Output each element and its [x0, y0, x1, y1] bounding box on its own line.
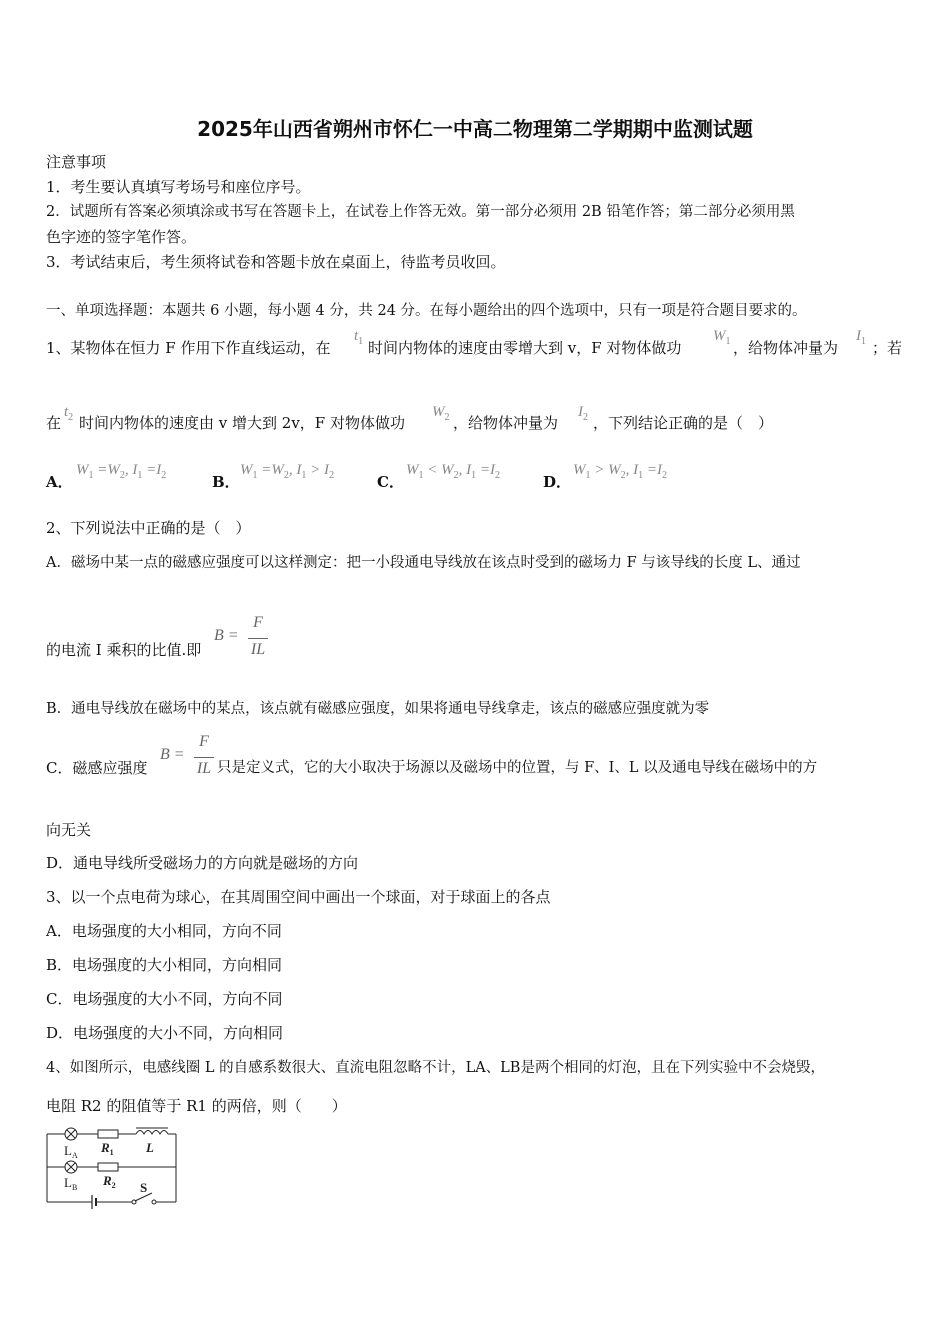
q1-line2-part3: ，给物体冲量为 [453, 414, 559, 432]
q2-stem: 2、下列说法中正确的是（ ） [46, 519, 251, 537]
q1-t1: $t_1$ [354, 328, 364, 347]
label-s: S [140, 1180, 148, 1195]
q2-formula-c: B = F IL [160, 733, 216, 781]
q1-option-b-label: B． [212, 473, 240, 491]
q1-option-a-label: A． [46, 473, 73, 491]
resistor-r2-icon [98, 1163, 118, 1171]
circuit-diagram [40, 1122, 185, 1212]
notice-item-1: 1．考生要认真填写考场号和座位序号。 [46, 178, 311, 196]
label-r1: $R_1$ [101, 1140, 114, 1157]
q3-stem: 3、以一个点电荷为球心，在其周围空间中画出一个球面，对于球面上的各点 [46, 888, 551, 906]
inductor-icon [136, 1131, 168, 1135]
page-title: 2025年山西省朔州市怀仁一中高二物理第二学期期中监测试题 [197, 117, 753, 141]
q4-stem-line2: 电阻 R2 的阻值等于 R1 的两倍，则（ ） [46, 1097, 347, 1115]
q3-option-c: C．电场强度的大小不同，方向不同 [46, 990, 283, 1008]
q2-option-d: D．通电导线所受磁场力的方向就是磁场的方向 [46, 854, 359, 872]
q1-option-c-formula: $W_1 < W_2$, $I_1 =I_2$ [406, 462, 500, 481]
q2-option-a-line2: 的电流 I 乘积的比值.即 [46, 641, 202, 659]
notice-item-2: 2．试题所有答案必须填涂或书写在答题卡上，在试卷上作答无效。第一部分必须用 2B 铅笔作答；第二部分必须用黑 [46, 204, 795, 220]
q2-option-a-line1: A．磁场中某一点的磁感应强度可以这样测定：把一小段通电导线放在该点时受到的磁场力 F 与该导线的长度 L、通过 [46, 555, 801, 571]
q1-option-d-formula: $W_1 > W_2$, $I_1 =I_2$ [573, 462, 667, 481]
q1-line1-part1: 1、某物体在恒力 F 作用下作直线运动，在 [46, 339, 331, 357]
label-r2: $R_2$ [103, 1173, 116, 1190]
q1-option-b-formula: $W_1 =W_2$, $I_1 > I_2$ [240, 462, 334, 481]
label-l: L [146, 1140, 154, 1155]
section-heading: 一、单项选择题：本题共 6 小题，每小题 4 分，共 24 分。在每小题给出的四个选项中，只有一项是符合题目要求的。 [46, 303, 807, 319]
q1-option-d-label: D． [543, 473, 572, 491]
q1-i2: $I_2$ [578, 404, 588, 423]
q1-line1-part3: ，给物体冲量为 [733, 339, 839, 357]
q1-line1-part2: 时间内物体的速度由零增大到 v，F 对物体做功 [368, 339, 682, 357]
q3-option-a: A．电场强度的大小相同，方向不同 [46, 922, 282, 940]
q1-i1: $I_1$ [856, 328, 866, 347]
label-la: $L_A$ [64, 1143, 78, 1160]
q2-formula-a: B = F IL [214, 614, 270, 662]
q3-option-d: D．电场强度的大小不同，方向相同 [46, 1024, 284, 1042]
q2-option-c-line1-part2: 只是定义式，它的大小取决于场源以及磁场中的位置，与 F、I、L 以及通电导线在磁场中的方 [217, 760, 818, 776]
q2-option-b: B．通电导线放在磁场中的某点，该点就有磁感应强度，如果将通电导线拿走，该点的磁感应强度就为零 [46, 701, 710, 717]
notice-item-3: 3．考试结束后，考生须将试卷和答题卡放在桌面上，待监考员收回。 [46, 253, 506, 271]
q2-option-c-line2: 向无关 [46, 821, 92, 839]
q2-option-c-line1-part1: C．磁感应强度 [46, 759, 148, 777]
q1-line2-part1: 在 [46, 414, 62, 432]
q3-option-b: B．电场强度的大小相同，方向相同 [46, 956, 283, 974]
q1-line1-part4: ；若 [872, 339, 903, 357]
q1-t2: $t_2$ [64, 404, 74, 423]
q1-w1: $W_1$ [713, 328, 731, 347]
q1-line2-part4: ，下列结论正确的是（ ） [593, 414, 774, 432]
notice-item-2-cont: 色字迹的签字笔作答。 [46, 228, 197, 246]
q1-line2-part2: 时间内物体的速度由 v 增大到 2v，F 对物体做功 [79, 414, 405, 432]
resistor-r1-icon [98, 1130, 118, 1138]
q1-option-a-formula: $W_1 =W_2$, $I_1 =I_2$ [76, 462, 167, 481]
q4-stem-line1: 4、如图所示，电感线圈 L 的自感系数很大、直流电阻忽略不计，LA、LB是两个相同的灯泡，且在下列实验中不会烧毁， [46, 1060, 825, 1076]
q1-option-c-label: C． [377, 473, 404, 491]
notice-heading: 注意事项 [46, 153, 107, 171]
q1-w2: $W_2$ [432, 404, 450, 423]
label-lb: $L_B$ [64, 1175, 78, 1192]
